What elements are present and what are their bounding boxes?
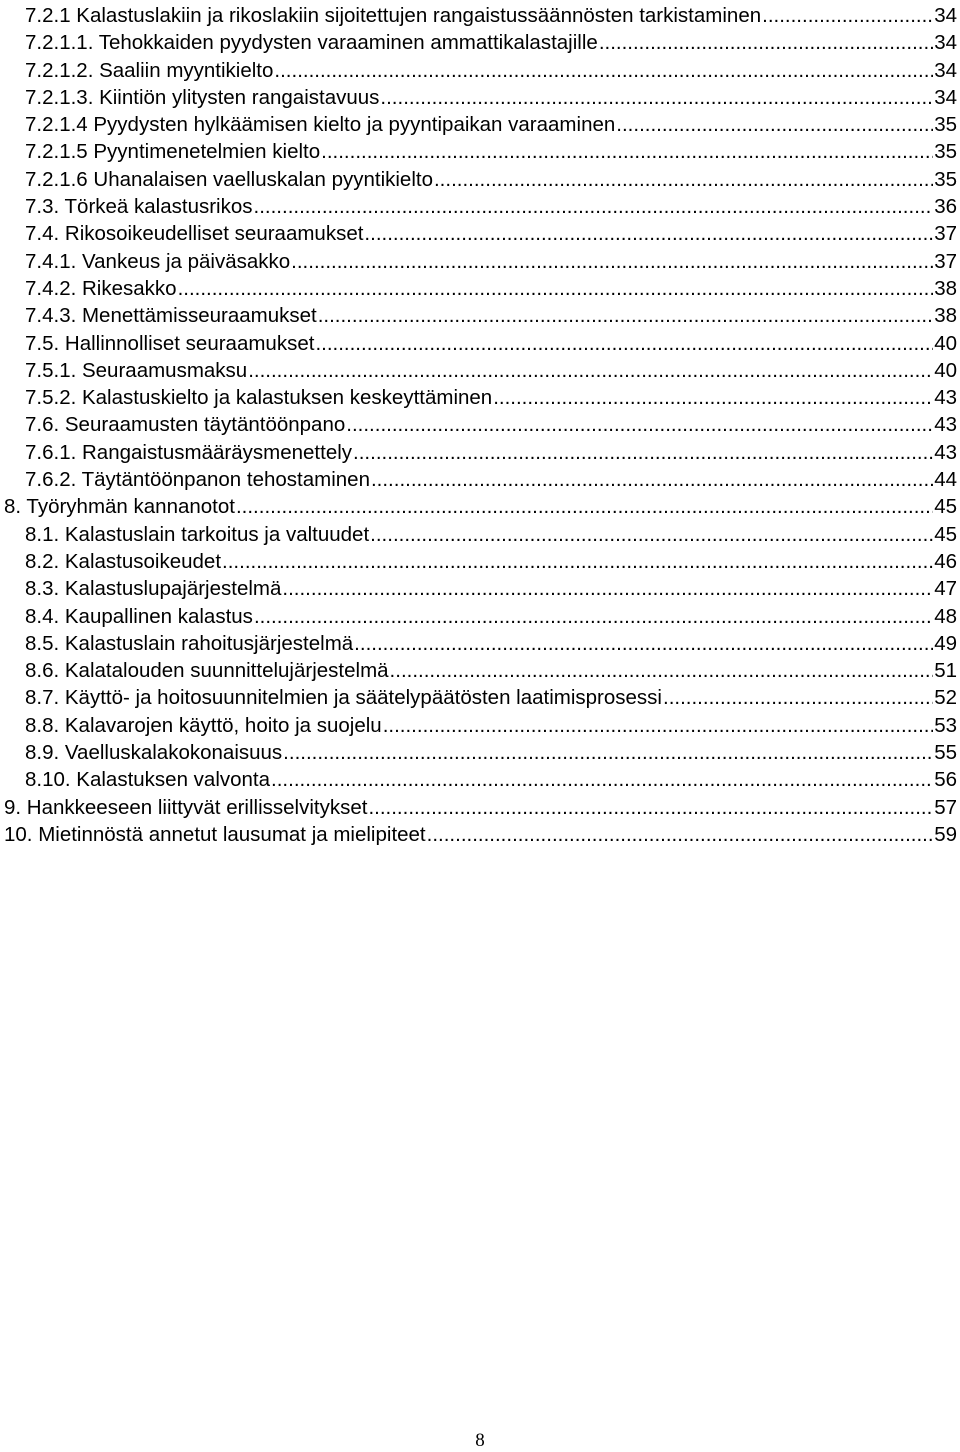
toc-entry[interactable] [0, 357, 960, 384]
toc-entry[interactable] [0, 657, 960, 684]
toc-entry-page: 48 [934, 604, 957, 628]
toc-entry[interactable] [0, 166, 960, 193]
toc-entry-page: 43 [934, 386, 957, 410]
toc-entry-title: 8.9. Vaelluskalakokonaisuus [25, 741, 283, 765]
page-number: 8 [475, 1430, 485, 1451]
toc-entry[interactable] [0, 275, 960, 302]
toc-entry-page: 53 [934, 713, 957, 737]
toc-entry[interactable] [0, 384, 960, 411]
toc-leader-dots [222, 548, 933, 575]
toc-leader-dots [370, 521, 933, 548]
toc-entry[interactable] [0, 493, 960, 520]
toc-entry-page: 59 [934, 822, 957, 846]
toc-entry-title: 10. Mietinnöstä annetut lausumat ja mielipiteet [4, 822, 426, 846]
toc-entry[interactable] [0, 248, 960, 275]
toc-entry-page: 43 [934, 440, 957, 464]
toc-entry[interactable] [0, 302, 960, 329]
toc-entry-title: 8.2. Kalastusoikeudet [25, 549, 222, 573]
toc-entry-title: 8.10. Kalastuksen valvonta [25, 768, 271, 792]
toc-leader-dots [321, 138, 933, 165]
toc-entry-title: 7.6. Seuraamusten täytäntöönpano [25, 413, 346, 437]
table-of-contents [0, 2, 960, 848]
toc-entry[interactable] [0, 466, 960, 493]
toc-entry[interactable] [0, 439, 960, 466]
toc-entry[interactable] [0, 684, 960, 711]
toc-entry[interactable] [0, 739, 960, 766]
toc-entry-title: 7.6.1. Rangaistusmääräysmenettely [25, 440, 353, 464]
toc-entry[interactable] [0, 821, 960, 848]
toc-entry[interactable] [0, 138, 960, 165]
toc-entry[interactable] [0, 548, 960, 575]
toc-entry-page: 34 [934, 85, 957, 109]
toc-leader-dots [318, 302, 933, 329]
toc-entry[interactable] [0, 575, 960, 602]
toc-entry-page: 35 [934, 140, 957, 164]
toc-leader-dots [371, 466, 933, 493]
toc-leader-dots [368, 794, 933, 821]
toc-entry[interactable] [0, 111, 960, 138]
toc-entry[interactable] [0, 29, 960, 56]
toc-entry-title: 8. Työryhmän kannanotot [4, 495, 235, 519]
toc-entry[interactable] [0, 794, 960, 821]
toc-leader-dots [493, 384, 933, 411]
toc-entry[interactable] [0, 411, 960, 438]
toc-leader-dots [282, 575, 933, 602]
toc-entry-title: 7.6.2. Täytäntöönpanon tehostaminen [25, 468, 370, 492]
toc-entry-page: 45 [934, 495, 957, 519]
toc-entry-title: 8.5. Kalastuslain rahoitusjärjestelmä [25, 631, 354, 655]
toc-entry[interactable] [0, 630, 960, 657]
toc-entry-title: 7.2.1 Kalastuslakiin ja rikoslakiin sijoitettujen rangaistussäännösten tarkistaminen [25, 4, 762, 27]
toc-leader-dots [274, 57, 933, 84]
toc-entry-page: 34 [934, 4, 957, 27]
toc-entry[interactable] [0, 193, 960, 220]
toc-leader-dots [353, 439, 933, 466]
toc-entry-title: 8.4. Kaupallinen kalastus [25, 604, 253, 628]
toc-entry[interactable] [0, 220, 960, 247]
toc-entry-page: 37 [934, 249, 957, 273]
toc-leader-dots [291, 248, 933, 275]
toc-leader-dots [364, 220, 933, 247]
toc-entry[interactable] [0, 766, 960, 793]
toc-entry-page: 35 [934, 113, 957, 137]
toc-leader-dots [346, 411, 933, 438]
toc-entry-title: 7.2.1.1. Tehokkaiden pyydysten varaaminen ammattikalastajille [25, 31, 598, 55]
toc-entry-title: 7.5. Hallinnolliset seuraamukset [25, 331, 315, 355]
toc-entry-title: 7.3. Törkeä kalastusrikos [25, 195, 253, 219]
toc-entry-page: 40 [934, 331, 957, 355]
toc-leader-dots [616, 111, 933, 138]
toc-entry[interactable] [0, 330, 960, 357]
toc-entry-page: 34 [934, 58, 957, 82]
toc-entry[interactable] [0, 2, 960, 29]
toc-leader-dots [663, 684, 933, 711]
toc-entry-title: 7.2.1.4 Pyydysten hylkäämisen kielto ja pyyntipaikan varaaminen [25, 113, 616, 137]
toc-entry-page: 51 [934, 659, 957, 683]
toc-entry-page: 40 [934, 358, 957, 382]
toc-leader-dots [380, 84, 933, 111]
toc-entry-title: 8.1. Kalastuslain tarkoitus ja valtuudet [25, 522, 370, 546]
toc-entry-page: 44 [934, 468, 957, 492]
toc-entry-page: 34 [934, 31, 957, 55]
toc-entry-page: 55 [934, 741, 957, 765]
toc-entry-page: 38 [934, 276, 957, 300]
toc-leader-dots [427, 821, 934, 848]
toc-entry-title: 7.4.3. Menettämisseuraamukset [25, 304, 317, 328]
toc-entry-title: 8.6. Kalatalouden suunnittelujärjestelmä [25, 659, 389, 683]
toc-entry-title: 7.5.2. Kalastuskielto ja kalastuksen keskeyttäminen [25, 386, 493, 410]
toc-leader-dots [599, 29, 933, 56]
toc-leader-dots [254, 193, 934, 220]
toc-leader-dots [254, 603, 933, 630]
toc-entry-title: 8.8. Kalavarojen käyttö, hoito ja suojelu [25, 713, 382, 737]
toc-entry-page: 47 [934, 577, 957, 601]
toc-leader-dots [271, 766, 933, 793]
toc-entry[interactable] [0, 57, 960, 84]
toc-entry-title: 8.7. Käyttö- ja hoitosuunnitelmien ja säätelypäätösten laatimisprosessi [25, 686, 662, 710]
toc-leader-dots [762, 2, 933, 29]
toc-entry-title: 7.2.1.5 Pyyntimenetelmien kielto [25, 140, 321, 164]
toc-leader-dots [236, 493, 933, 520]
toc-entry-page: 56 [934, 768, 957, 792]
toc-entry-title: 7.4. Rikosoikeudelliset seuraamukset [25, 222, 364, 246]
toc-leader-dots [283, 739, 933, 766]
toc-leader-dots [315, 330, 933, 357]
toc-entry-title: 7.2.1.6 Uhanalaisen vaelluskalan pyyntikielto [25, 167, 433, 191]
toc-entry-page: 57 [934, 795, 957, 819]
toc-entry-page: 37 [934, 222, 957, 246]
toc-entry-page: 35 [934, 167, 957, 191]
toc-entry-title: 7.4.1. Vankeus ja päiväsakko [25, 249, 291, 273]
toc-entry[interactable] [0, 603, 960, 630]
toc-entry-page: 49 [934, 631, 957, 655]
toc-leader-dots [248, 357, 933, 384]
toc-entry-title: 9. Hankkeeseen liittyvät erillisselvitykset [4, 795, 368, 819]
toc-entry-title: 7.2.1.2. Saaliin myyntikielto [25, 58, 274, 82]
toc-entry[interactable] [0, 712, 960, 739]
toc-entry-page: 46 [934, 549, 957, 573]
toc-entry-page: 36 [934, 195, 957, 219]
toc-entry-page: 43 [934, 413, 957, 437]
toc-entry-title: 7.2.1.3. Kiintiön ylitysten rangaistavuus [25, 85, 380, 109]
toc-leader-dots [434, 166, 933, 193]
toc-entry-title: 7.4.2. Rikesakko [25, 276, 177, 300]
toc-entry-title: 8.3. Kalastuslupajärjestelmä [25, 577, 282, 601]
toc-entry-page: 45 [934, 522, 957, 546]
toc-entry-page: 52 [934, 686, 957, 710]
toc-entry[interactable] [0, 84, 960, 111]
toc-leader-dots [354, 630, 933, 657]
toc-entry-title: 7.5.1. Seuraamusmaksu [25, 358, 248, 382]
toc-leader-dots [390, 657, 934, 684]
toc-leader-dots [383, 712, 933, 739]
toc-entry[interactable] [0, 521, 960, 548]
toc-leader-dots [178, 275, 934, 302]
toc-entry-page: 38 [934, 304, 957, 328]
